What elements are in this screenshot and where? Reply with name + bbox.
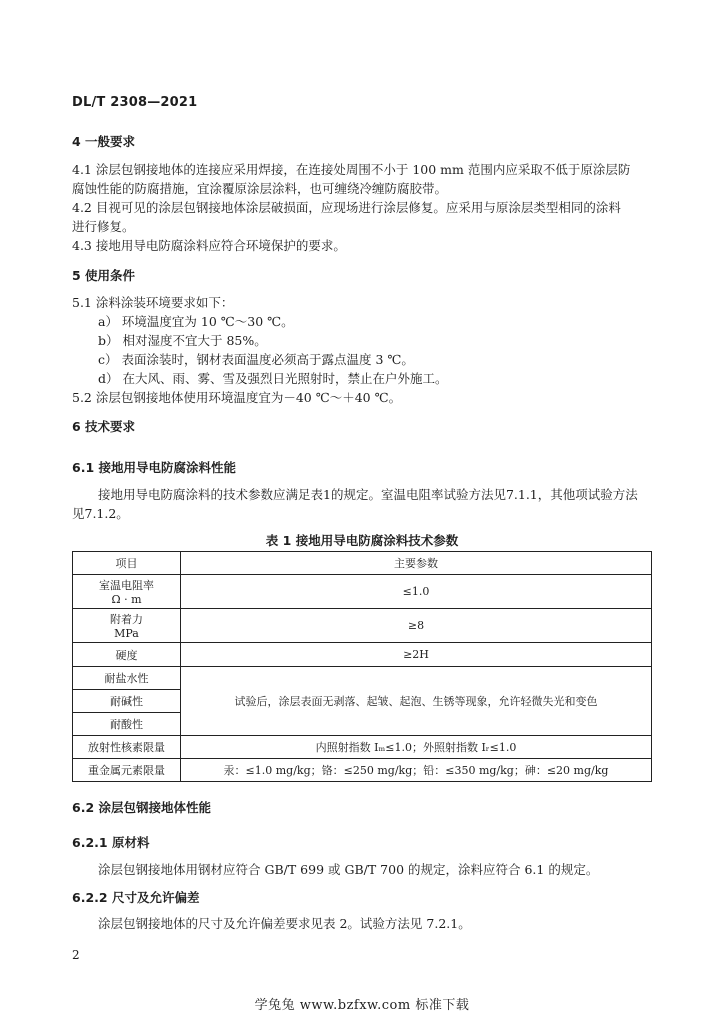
table-row [73,667,652,690]
table-row [73,736,652,759]
footer-watermark: 学兔兔 www.bzfxw.com 标准下载 [254,998,470,1013]
table-cell-item: 放射性核素限量 [73,736,181,759]
clause-5-2: 5.2 涂层包钢接地体使用环境温度宜为－40 ℃～＋40 ℃。 [72,390,402,405]
list-item-a: a） 环境温度宜为 10 ℃～30 ℃。 [98,314,294,329]
list-item-c: c） 表面涂装时，钢材表面温度必须高于露点温度 3 ℃。 [98,352,414,367]
clause-4-2-line-1: 4.2 目视可见的涂层包钢接地体涂层破损面，应现场进行涂层修复。应采用与原涂层类型相同的涂料 [72,200,621,215]
section-6-2-2-text: 涂层包钢接地体的尺寸及允许偏差要求见表 2。试验方法见 7.2.1。 [98,916,471,931]
table-cell-value: ≤1.0 [181,575,652,609]
table-header-item: 项目 [73,552,181,575]
list-item-d: d） 在大风、雨、雾、雪及强烈日光照射时，禁止在户外施工。 [98,371,448,386]
clause-4-1-line-2: 腐蚀性能的防腐措施，宜涂覆原涂层涂料，也可缠绕冷缠防腐胶带。 [72,181,448,196]
section-6-2-1-text: 涂层包钢接地体用钢材应符合 GB/T 699 或 GB/T 700 的规定，涂料应符合 6.1 的规定。 [98,862,599,877]
document-id: DL/T 2308—2021 [72,95,198,110]
section-6-1-title: 6.1 接地用导电防腐涂料性能 [72,460,236,475]
table-cell-item: 耐酸性 [73,713,181,736]
resistivity-label: 室温电阻率 [99,579,154,592]
table-row [73,575,652,609]
adhesion-label: 附着力 [110,613,143,626]
list-item-b: b） 相对湿度不宜大于 85%。 [98,333,267,348]
resistivity-unit: Ω · m [111,593,142,606]
section-6-2-title: 6.2 涂层包钢接地体性能 [72,800,211,815]
table-cell-value: 汞：≤1.0 mg/kg；铬：≤250 mg/kg；铅：≤350 mg/kg；砷：≤20 mg/kg [181,759,652,782]
section-6-2-2-title: 6.2.2 尺寸及允许偏差 [72,890,200,905]
clause-4-1-line-1: 4.1 涂层包钢接地体的连接应采用焊接，在连接处周围不小于 100 mm 范围内应采取不低于原涂层防 [72,162,631,177]
section-6-title: 6 技术要求 [72,419,136,434]
section-6-2-1-title: 6.2.1 原材料 [72,835,150,850]
table-header-row [73,552,652,575]
table-cell-value: ≥8 [181,609,652,643]
table-row [73,759,652,782]
table-cell-item: 耐碱性 [73,690,181,713]
table-cell-value: ≥2H [181,643,652,667]
table-cell-item: 重金属元素限量 [73,759,181,782]
table-cell-value-merged: 试验后，涂层表面无剥落、起皱、起泡、生锈等现象，允许轻微失光和变色 [181,667,652,736]
section-5-title: 5 使用条件 [72,268,136,283]
clause-5-1: 5.1 涂料涂装环境要求如下： [72,295,234,310]
table-1-caption: 表 1 接地用导电防腐涂料技术参数 [265,533,459,548]
table-row [73,643,652,667]
table-cell-value: 内照射指数 Iₘ≤1.0；外照射指数 Iᵣ≤1.0 [181,736,652,759]
clause-4-2-line-2: 进行修复。 [72,219,135,234]
table-header-parameter: 主要参数 [181,552,652,575]
table-cell-item: 耐盐水性 [73,667,181,690]
clause-4-3: 4.3 接地用导电防腐涂料应符合环境保护的要求。 [72,238,346,253]
table-cell-item [73,609,181,643]
table-1 [72,551,652,782]
adhesion-unit: MPa [114,627,139,640]
page-number: 2 [72,948,80,962]
section-6-1-text-line-1: 接地用导电防腐涂料的技术参数应满足表1的规定。室温电阻率试验方法见7.1.1，其他项试验方法 [98,487,638,502]
section-6-1-text-line-2: 见7.1.2。 [72,506,129,521]
table-cell-item: 硬度 [73,643,181,667]
table-row [73,609,652,643]
table-cell-item [73,575,181,609]
section-4-title: 4 一般要求 [72,134,136,149]
